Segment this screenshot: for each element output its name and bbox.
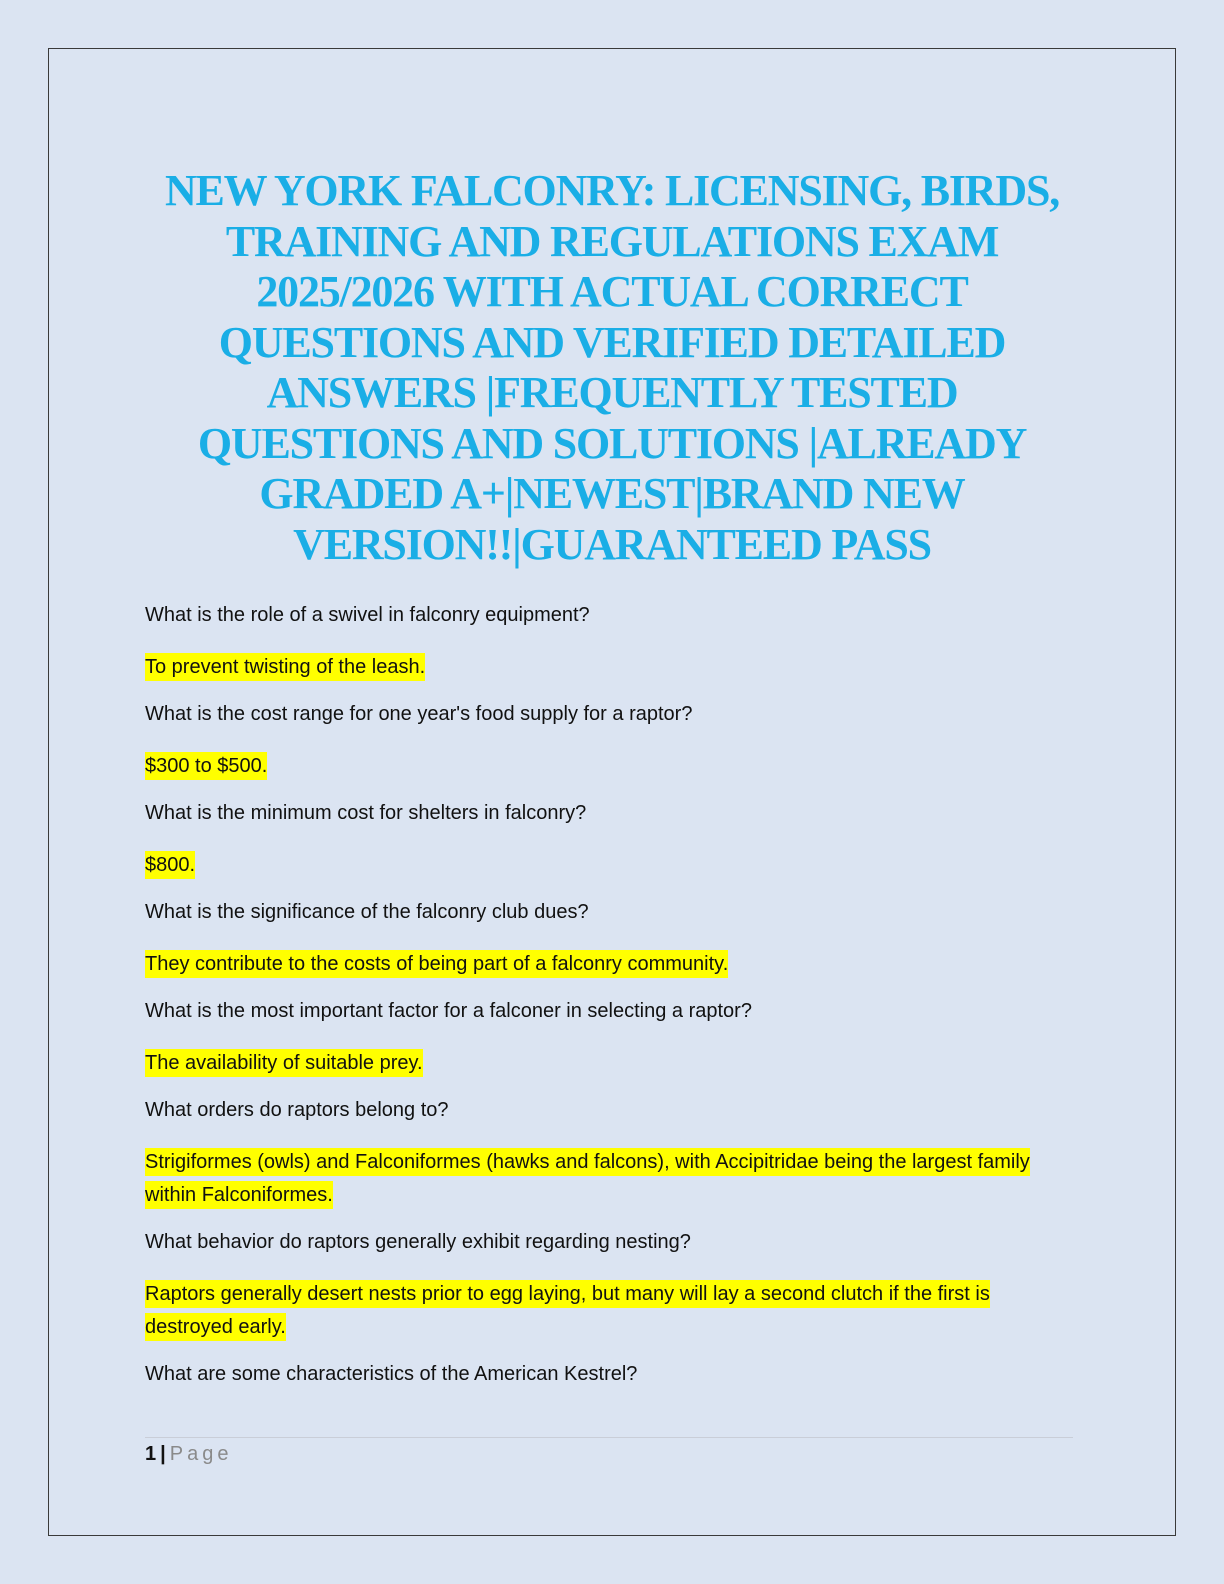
answer-highlight: $800. [145,851,195,879]
question-text: What is the significance of the falconry club dues? [145,901,589,923]
answer-text [145,1278,1075,1344]
answer-text [145,1047,1075,1080]
qa-item [145,1097,1075,1212]
qa-item [145,1361,1075,1387]
qa-item [145,1229,1075,1344]
question-text: What is the most important factor for a falconer in selecting a raptor? [145,1000,752,1022]
answer-highlight: They contribute to the costs of being part of a falconry community. [145,950,728,978]
qa-item [145,602,1075,684]
page-label: Page [169,1443,233,1465]
question-text: What is the role of a swivel in falconry equipment? [145,604,590,626]
qa-item [145,899,1075,981]
qa-item [145,998,1075,1080]
answer-highlight: $300 to $500. [145,752,267,780]
question-text: What behavior do raptors generally exhibit regarding nesting? [145,1231,691,1253]
question-text: What is the cost range for one year's food supply for a raptor? [145,703,693,725]
qa-list [145,602,1075,1410]
answer-text [145,750,1075,783]
footer-separator: | [160,1443,166,1465]
qa-item [145,800,1075,882]
answer-text [145,948,1075,981]
document-title: NEW YORK FALCONRY: LICENSING, BIRDS, TRAINING AND REGULATIONS EXAM 2025/2026 WITH ACTUAL CORRECT QUESTIONS AND VERIFIED DETAILED ANSWERS |FREQUENTLY TESTED QUESTIONS AND SOLUTIONS |ALREADY GRADED A+|NEWEST|BRAND NEW VERSION!!|GUARANTEED PASS [164,166,1060,569]
question-text: What are some characteristics of the American Kestrel? [145,1363,638,1385]
answer-highlight: Strigiformes (owls) and Falconiformes (hawks and falcons), with Accipitridae being the largest family within Falconiformes. [145,1148,1030,1209]
question-text: What is the minimum cost for shelters in falconry? [145,802,587,824]
answer-text [145,1146,1075,1212]
answer-highlight: The availability of suitable prey. [145,1049,423,1077]
answer-highlight: To prevent twisting of the leash. [145,653,425,681]
answer-text [145,849,1075,882]
page-number: 1 [145,1443,157,1465]
qa-item [145,701,1075,783]
answer-text [145,651,1075,684]
footer-divider [145,1437,1073,1438]
page-footer [145,1440,232,1468]
answer-highlight: Raptors generally desert nests prior to egg laying, but many will lay a second clutch if the first is destroyed early. [145,1280,990,1341]
question-text: What orders do raptors belong to? [145,1099,449,1121]
